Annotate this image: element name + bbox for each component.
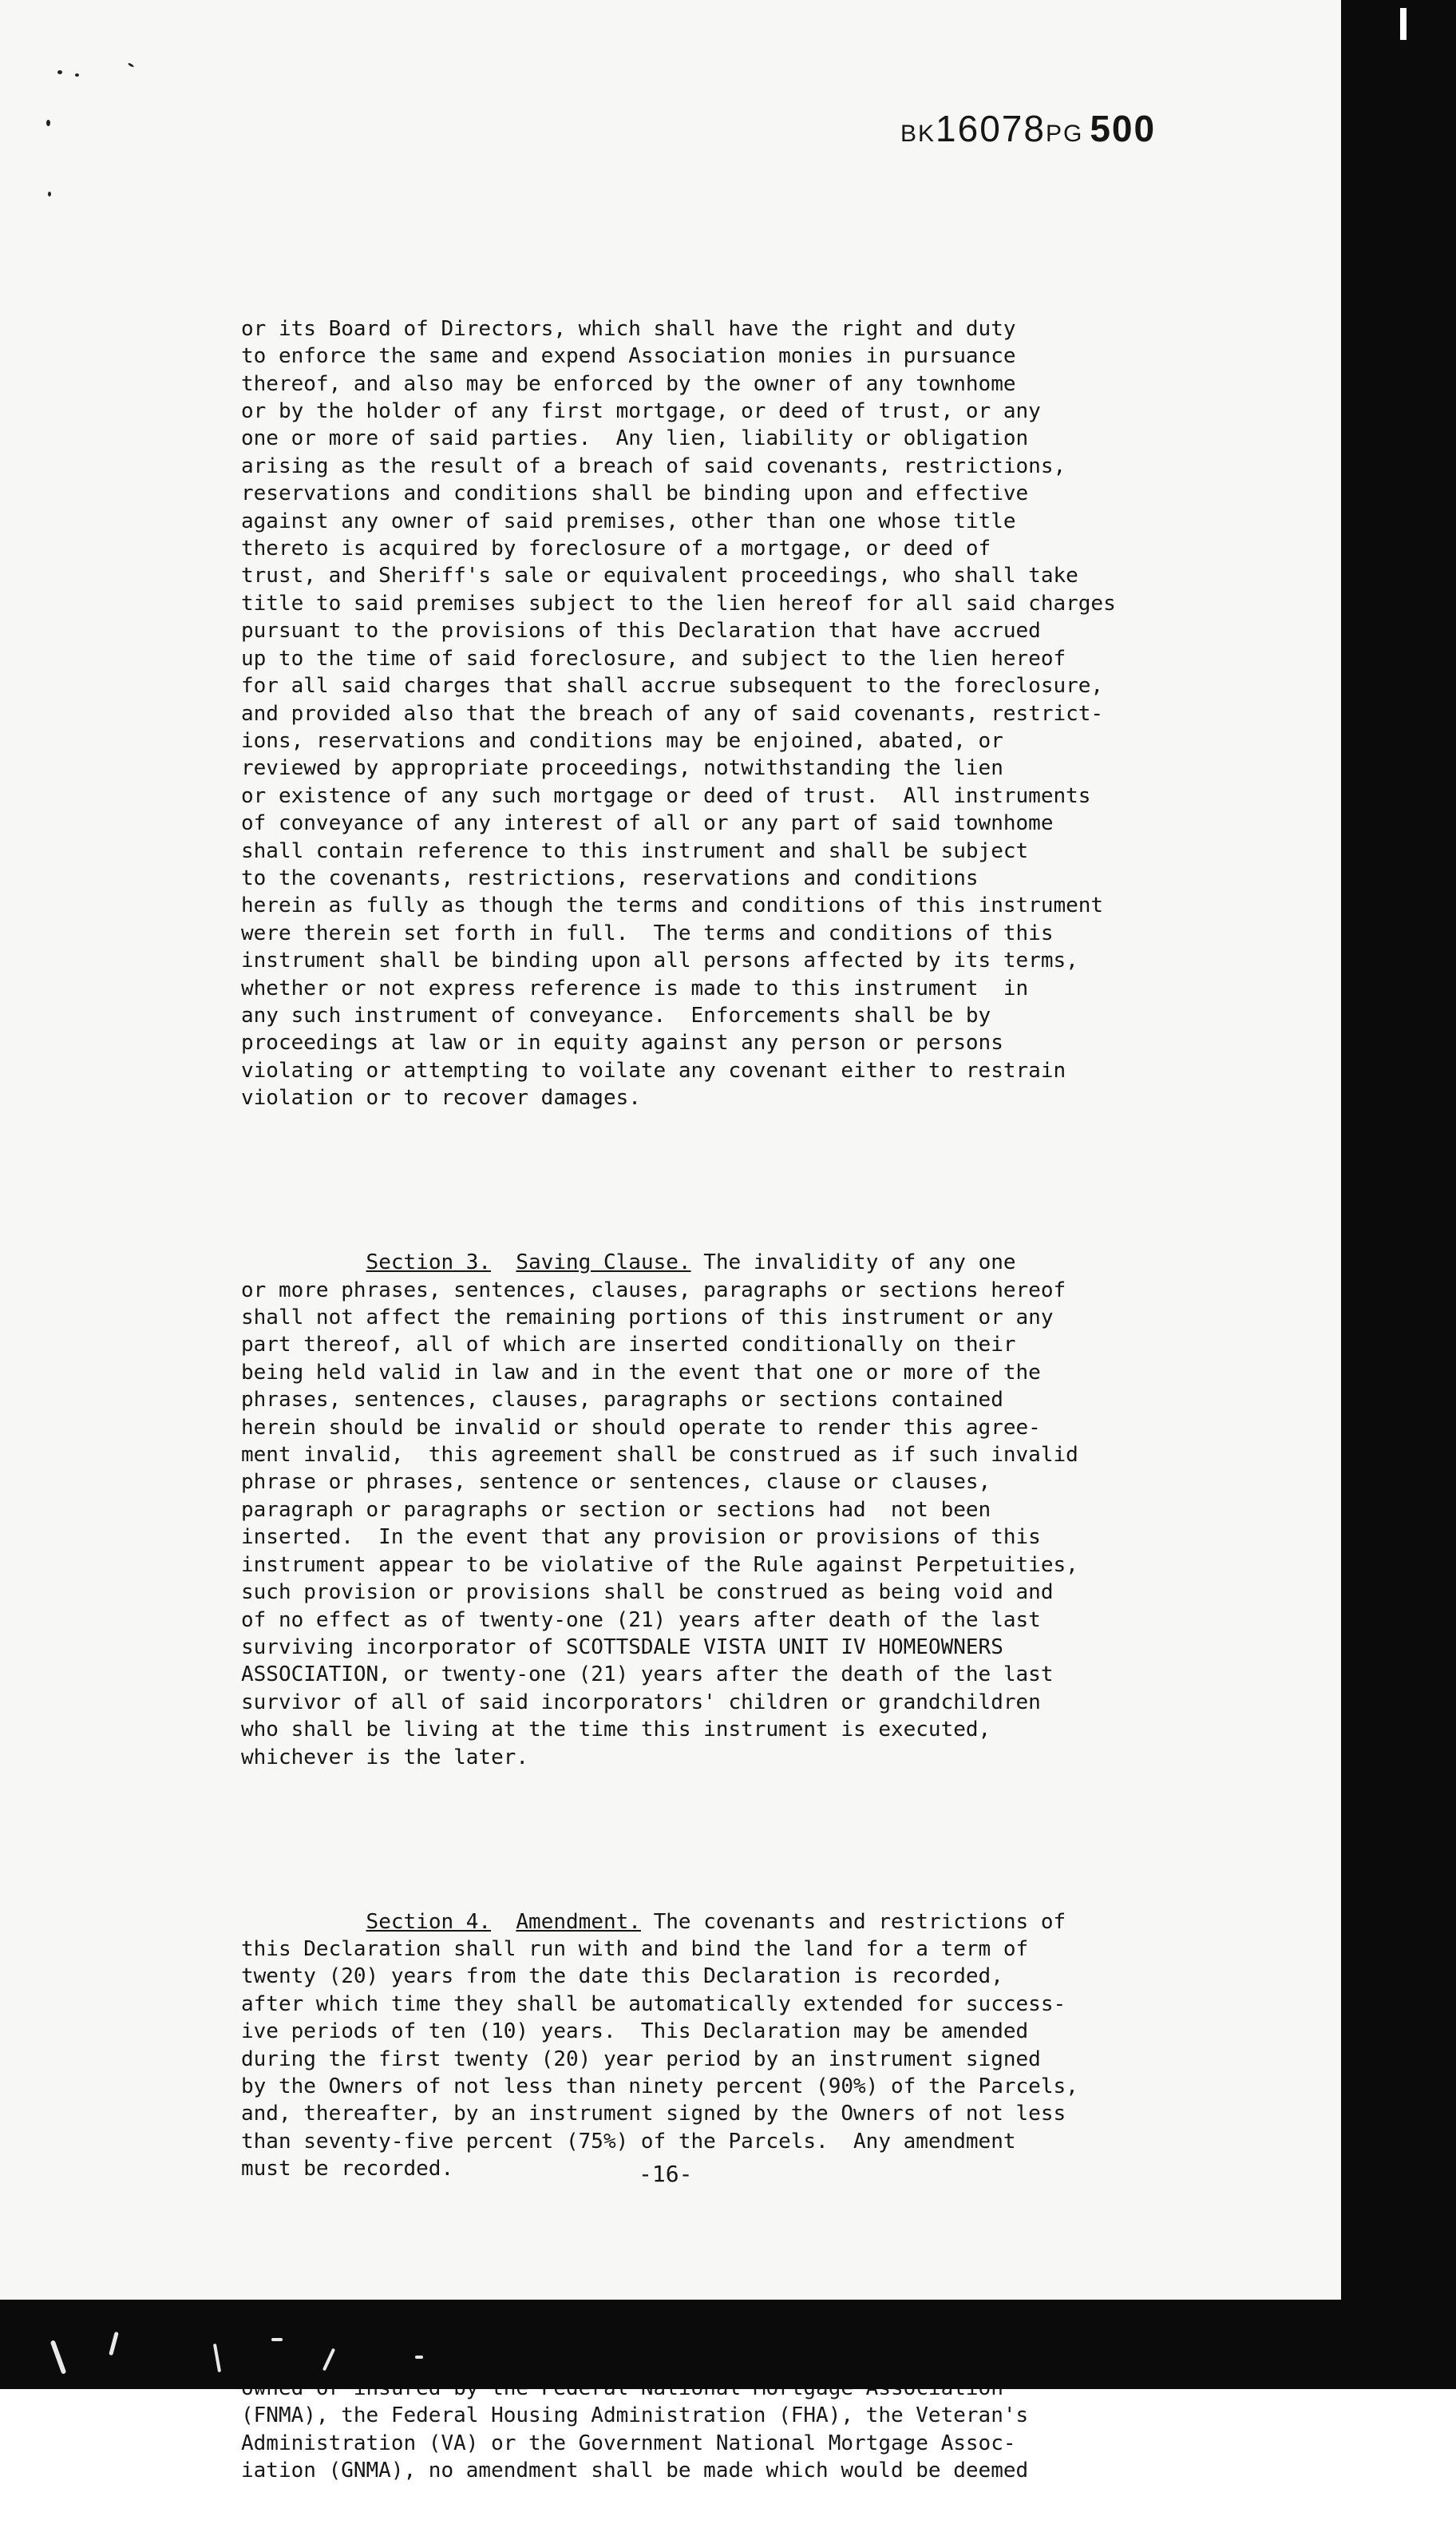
scan-border-right [1341,0,1456,2389]
section-3-lead: The invalidity of any one [690,1250,1016,1275]
scan-speck [46,120,50,126]
section-3-paragraph [241,1249,1199,1771]
mortgage-body: (FNMA), the Federal Housing Administration (FHA), the Veteran's Administration (VA) or the Government National Mortgage Assoc- iation (GNMA), no amendment shall be made which would be deemed [241,2403,1029,2483]
book-prefix: BK [900,121,936,147]
scan-speck [128,62,134,68]
page-number: 500 [1090,108,1157,149]
scan-speck [213,2344,221,2372]
book-number: 16078 [936,108,1046,149]
scan-speck [57,70,62,74]
scan-speck [48,192,51,196]
scan-border-bottom [0,2300,1456,2389]
book-page-reference [900,107,1156,150]
scan-speck [271,2338,283,2341]
section-3-body: or more phrases, sentences, clauses, paragraphs or sections hereof shall not affect the remaining portions of this instrument or any part thereof, all of which are inserted conditionally on their being held valid in law and in the event that one or more of the phrases, sentences, clauses, paragraphs or sections contained herein should be invalid or should operate to render this agree- ment invalid, this agreement shall be construed as if such invalid phrase or phrases, sentence or sentences, clause or clauses, paragraph or paragraphs or section or sections had not been inserted. In the event that any provision or provisions of this instrument appear to be violative of the Rule against Perpetuities, such provision or provisions shall be construed as being void and of no effect as of twenty-one (21) years after death of the last surviving incorporator of SCOTTSDALE VISTA UNIT IV HOMEOWNERS ASSOCIATION, or twenty-one (21) years after the death of the last survivor of all of said incorporators' children or grandchildren who shall be living at the time this instrument is executed, whichever is the later. [241,1278,1078,1769]
scan-speck [50,2340,67,2374]
section-4-body: this Declaration shall run with and bind the land for a term of twenty (20) years from the date this Declaration is recorded, after which time they shall be automatically extended for success- ive periods of ten (10) years. This Declaration may be amended during the first twenty (20) year period by an instrument signed by the Owners of not less than ninety percent (90%) of the Parcels, and, thereafter, by an instrument signed by the Owners of not less than seventy-five percent (75%) of the Parcels. Any amendment must be recorded. [241,1936,1078,2181]
section-4-lead: The covenants and restrictions of [640,1909,1066,1934]
page-footer-number: -16- [639,2161,693,2187]
scan-mark [1400,8,1407,40]
scan-speck [109,2332,119,2356]
scan-speck [415,2356,423,2359]
section-4-paragraph [241,1908,1199,2183]
scan-speck [322,2348,335,2372]
paragraph-enforcement: or its Board of Directors, which shall have the right and duty to enforce the same and expend Association monies in pursuance thereof, and also may be enforced by the owner of any townhome or by the holder of any first mortgage, or deed of trust, or any one or more of said parties. Any lien, liability or obligation arising as the result of a breach of said covenants, restrictions, reservations and conditions shall be binding upon and effective against any owner of said premises, other than one whose title thereto is acquired by foreclosure of a mortgage, or deed of trust, and Sheriff's sale or equivalent proceedings, who shall take title to said premises subject to the lien hereof for all said charges pursuant to the provisions of this Declaration that have accrued up to the time of said foreclosure, and subject to the lien hereof for all said charges that shall accrue subsequent to the foreclosure, and provided also that the breach of any of said covenants, restrict- ions, reservations and conditions may be enjoined, abated, or reviewed by appropriate proceedings, notwithstanding the lien or existence of any such mortgage or deed of trust. All instruments of conveyance of any interest of all or any part of said townhome shall contain reference to this instrument and shall be subject to the covenants, restrictions, reservations and conditions herein as fully as though the terms and conditions of this instrument were therein set forth in full. The terms and conditions of this instrument shall be binding upon all persons affected by its terms, whether or not express reference is made to this instrument in any such instrument of conveyance. Enforcements shall be by proceedings at law or in equity against any person or persons violating or attempting to voilate any covenant either to restrain violation or to recover damages. [241,316,1116,1111]
scan-speck [75,73,79,77]
section-3-title: Saving Clause. [516,1250,691,1275]
section-3-heading: Section 3. [366,1250,492,1275]
section-4-heading: Section 4. [366,1909,492,1934]
section-4-title: Amendment. [516,1909,641,1934]
document-body [241,260,1199,2540]
page-prefix: PG [1045,121,1084,147]
